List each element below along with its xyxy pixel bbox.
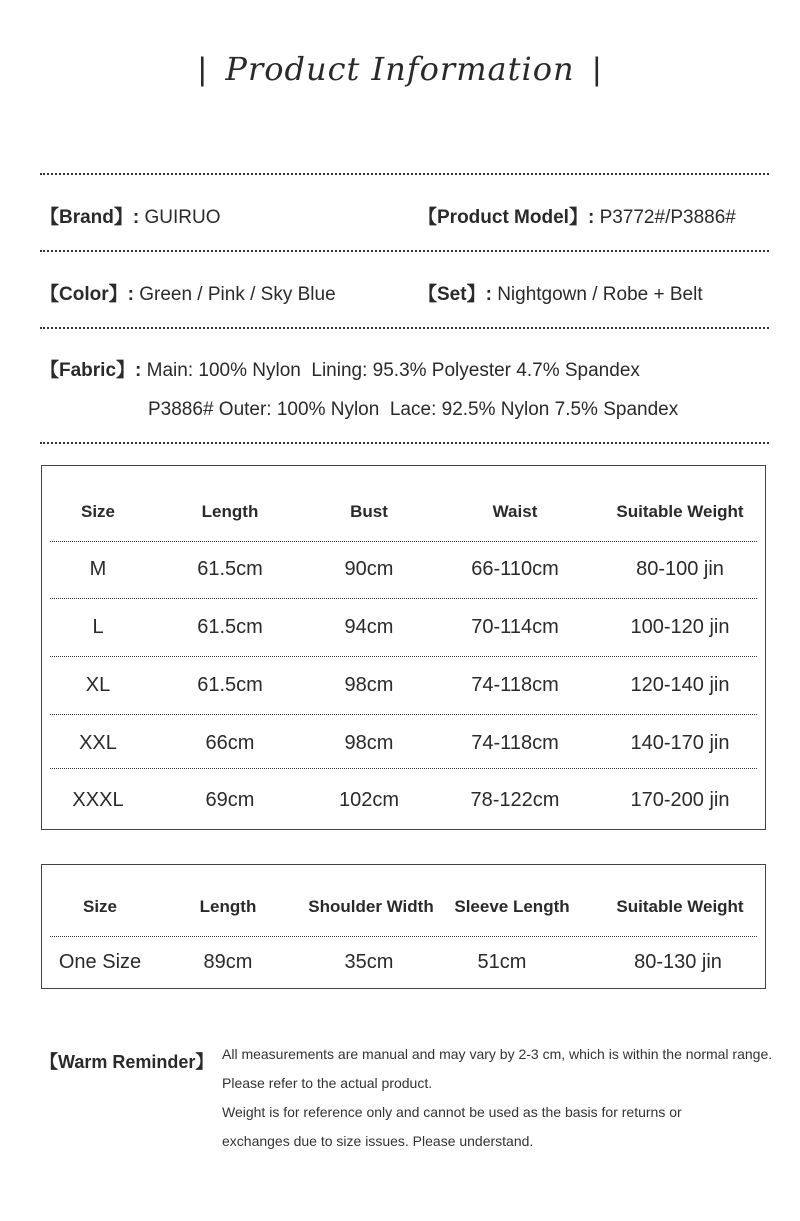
cell-weight: 170-200 jin [630,789,730,811]
title-text: Product Information [225,50,575,88]
table-row [42,674,765,714]
cell-bust: 98cm [344,674,394,696]
cell-weight: 140-170 jin [630,732,730,754]
cell-length: 89cm [203,951,253,973]
header-shoulder-width: Shoulder Width [308,897,434,916]
cell-bust: 102cm [338,789,400,811]
cell-length: 61.5cm [197,674,263,696]
set-label: 【Set】: [418,284,492,305]
header-size: Size [82,897,118,916]
cell-weight: 120-140 jin [630,674,730,696]
row-divider [50,598,757,599]
table-row [42,616,765,656]
title-divider-left: | [198,51,208,87]
color-info [40,279,336,306]
cell-weight: 100-120 jin [630,616,730,638]
model-value: P3772#/P3886# [599,207,736,228]
cell-length: 66cm [205,732,255,754]
table-row [42,732,765,772]
table-row [42,558,765,598]
cell-sleeve-length: 51cm [477,951,527,973]
fabric-info-2 [148,399,678,421]
fabric-info [40,355,640,382]
cell-bust: 90cm [344,558,394,580]
cell-size: L [92,616,104,638]
header-size: Size [80,502,116,521]
header-sleeve-length: Sleeve Length [454,897,570,916]
model-info [418,202,736,229]
cell-bust: 98cm [344,732,394,754]
header-bust: Bust [350,502,388,521]
reminder-line: Please refer to the actual product. [222,1075,433,1091]
model-label: 【Product Model】: [418,207,595,228]
row-divider [50,936,757,937]
warm-reminder-text [222,1040,772,1156]
brand-value: GUIRUO [144,207,221,228]
robe-size-table [41,864,766,989]
fabric-line-2: P3886# Outer: 100% Nylon Lace: 92.5% Nylon 7.5% Spandex [148,399,679,420]
cell-length: 61.5cm [197,558,263,580]
set-info [418,279,703,306]
cell-waist: 78-122cm [470,789,560,811]
cell-size: One Size [58,951,142,973]
header-weight: Suitable Weight [616,897,744,916]
size-table [41,465,766,830]
fabric-line-1: Main: 100% Nylon Lining: 95.3% Polyester 4.7% Spandex [146,360,640,381]
divider [40,250,769,252]
row-divider [50,656,757,657]
brand-info [40,202,221,229]
table-row [42,789,765,829]
header-length: Length [199,897,257,916]
reminder-line: All measurements are manual and may vary by 2-3 cm, which is within the normal range. [222,1046,773,1062]
fabric-label: 【Fabric】: [40,360,142,381]
header-weight: Suitable Weight [616,502,744,521]
page-title [0,50,800,88]
divider [40,173,769,175]
row-divider [50,541,757,542]
reminder-line: exchanges due to size issues. Please understand. [222,1133,534,1149]
table-header [42,897,765,937]
cell-size: XL [85,674,111,696]
cell-length: 69cm [205,789,255,811]
table-row [42,951,765,991]
cell-waist: 66-110cm [471,558,559,580]
cell-size: M [89,558,107,580]
cell-weight: 80-130 jin [634,951,722,973]
color-value: Green / Pink / Sky Blue [139,284,336,305]
header-length: Length [201,502,259,521]
cell-size: XXL [79,732,117,754]
row-divider [50,714,757,715]
cell-waist: 74-118cm [471,732,559,754]
divider [40,327,769,329]
brand-label: 【Brand】: [40,207,140,228]
color-label: 【Color】: [40,284,134,305]
cell-waist: 70-114cm [471,616,559,638]
cell-shoulder-width: 35cm [344,951,394,973]
divider [40,442,769,444]
set-value: Nightgown / Robe + Belt [497,284,703,305]
header-waist: Waist [492,502,538,521]
reminder-line: Weight is for reference only and cannot be used as the basis for returns or [222,1104,682,1120]
cell-weight: 80-100 jin [636,558,724,580]
cell-size: XXXL [72,789,124,811]
row-divider [50,768,757,769]
title-divider-right: | [592,51,602,87]
cell-length: 61.5cm [197,616,263,638]
table-header [42,502,765,542]
warm-reminder-label: 【Warm Reminder】 [40,1052,214,1072]
cell-waist: 74-118cm [471,674,559,696]
cell-bust: 94cm [344,616,394,638]
